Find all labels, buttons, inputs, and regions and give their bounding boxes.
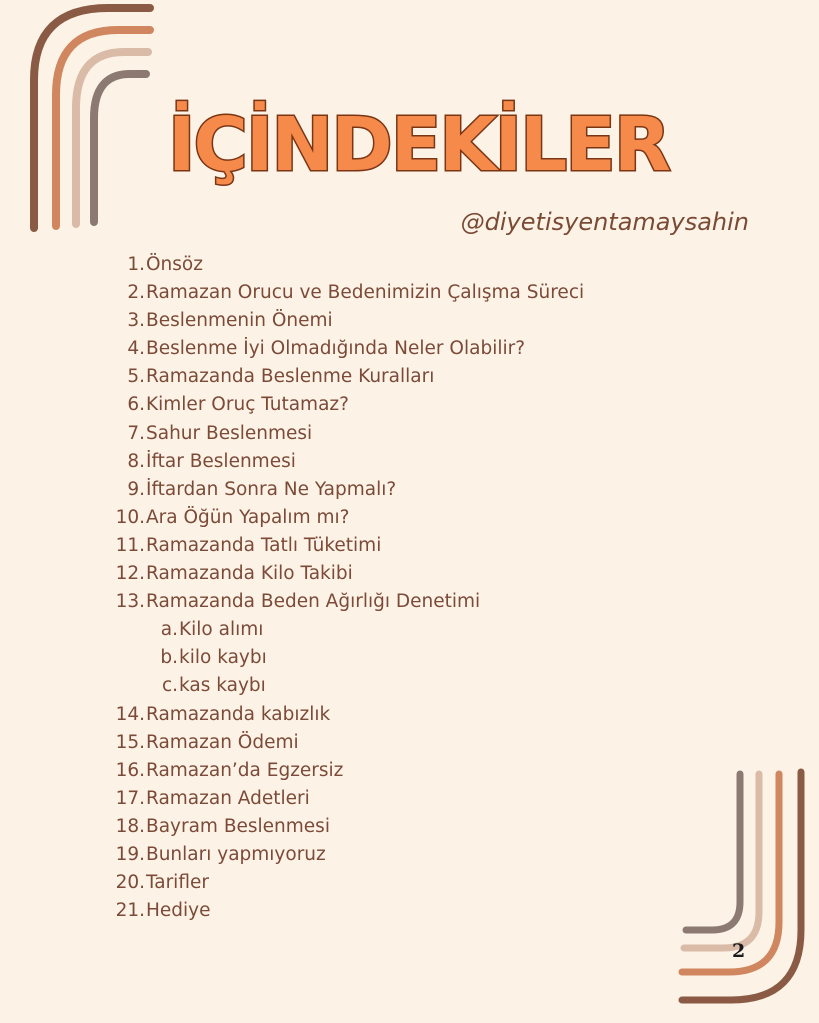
toc-number: 5. bbox=[127, 366, 145, 388]
toc-number: 17. bbox=[115, 787, 145, 809]
toc-number: 1. bbox=[127, 254, 145, 275]
toc-number: 20. bbox=[115, 872, 145, 894]
toc-item bbox=[0, 451, 700, 479]
toc-title: Bunları yapmıyoruz bbox=[146, 843, 326, 865]
page-number: 2 bbox=[732, 940, 746, 962]
toc-number: 18. bbox=[115, 815, 145, 837]
toc-number: 6. bbox=[127, 394, 145, 416]
toc-number: 12. bbox=[115, 563, 145, 585]
toc-item bbox=[0, 366, 700, 394]
toc-number: 2. bbox=[127, 282, 145, 304]
toc-number: 8. bbox=[127, 450, 145, 472]
page-title: İÇİNDEKİLER bbox=[168, 102, 669, 188]
toc-item bbox=[0, 535, 700, 563]
toc-item bbox=[0, 900, 700, 928]
toc-item bbox=[0, 844, 700, 872]
toc-number: 11. bbox=[115, 534, 145, 556]
toc-number: 19. bbox=[115, 843, 145, 865]
toc-number: 21. bbox=[115, 900, 145, 922]
toc-title: Ramazanda Kilo Takibi bbox=[146, 563, 353, 585]
toc-title: Önsöz bbox=[146, 254, 203, 275]
toc-item bbox=[0, 732, 700, 760]
toc-subitem bbox=[0, 647, 700, 675]
toc-title: Ramazan Adetleri bbox=[146, 787, 310, 809]
toc-title: Bayram Beslenmesi bbox=[146, 815, 330, 837]
toc-item bbox=[0, 282, 700, 310]
toc-item bbox=[0, 423, 700, 451]
toc-number: 3. bbox=[127, 310, 145, 332]
toc-sub-letter: b. bbox=[160, 647, 178, 669]
toc-subitem bbox=[0, 675, 700, 703]
author-handle: @diyetisyentamaysahin bbox=[460, 208, 749, 236]
toc-title: Tarifler bbox=[146, 872, 209, 894]
toc-title: Ramazanda Tatlı Tüketimi bbox=[146, 534, 382, 556]
decorative-arcs-top-left bbox=[0, 0, 170, 240]
toc-item bbox=[0, 872, 700, 900]
toc-number: 7. bbox=[127, 422, 145, 444]
toc-item bbox=[0, 563, 700, 591]
toc-sub-letter: a. bbox=[160, 619, 178, 641]
toc-title: Ramazanda Beden Ağırlığı Denetimi bbox=[146, 591, 481, 613]
toc-item bbox=[0, 760, 700, 788]
toc-title: Ramazan’da Egzersiz bbox=[146, 759, 344, 781]
toc-subtitle: kas kaybı bbox=[179, 675, 266, 697]
toc-title: Ramazanda kabızlık bbox=[146, 703, 331, 725]
toc-number: 14. bbox=[115, 703, 145, 725]
toc-sub-letter: c. bbox=[161, 675, 178, 697]
toc-item bbox=[0, 507, 700, 535]
toc-item bbox=[0, 479, 700, 507]
toc-number: 10. bbox=[115, 506, 145, 528]
toc-number: 13. bbox=[115, 591, 145, 613]
toc-item bbox=[0, 704, 700, 732]
toc-item bbox=[0, 788, 700, 816]
toc-title: Beslenme İyi Olmadığında Neler Olabilir? bbox=[146, 338, 526, 360]
toc-subtitle: kilo kaybı bbox=[179, 647, 267, 669]
toc-title: İftar Beslenmesi bbox=[146, 450, 296, 472]
toc-title: Hediye bbox=[146, 900, 211, 922]
toc-item bbox=[0, 394, 700, 422]
toc-number: 16. bbox=[115, 759, 145, 781]
toc-title: Ramazanda Beslenme Kuralları bbox=[146, 366, 435, 388]
toc-title: Ara Öğün Yapalım mı? bbox=[146, 506, 350, 528]
toc-subitem bbox=[0, 619, 700, 647]
toc-item bbox=[0, 310, 700, 338]
toc-subtitle: Kilo alımı bbox=[179, 619, 264, 641]
toc-item bbox=[0, 591, 700, 619]
toc-title: İftardan Sonra Ne Yapmalı? bbox=[146, 478, 397, 500]
toc-item bbox=[0, 254, 700, 282]
toc-number: 4. bbox=[127, 338, 145, 360]
toc-title: Sahur Beslenmesi bbox=[146, 422, 313, 444]
toc-title: Beslenmenin Önemi bbox=[146, 310, 333, 332]
toc-item bbox=[0, 816, 700, 844]
decorative-arcs-bottom-right bbox=[670, 760, 819, 1023]
toc-title: Ramazan Ödemi bbox=[146, 731, 299, 753]
toc-number: 15. bbox=[115, 731, 145, 753]
table-of-contents bbox=[0, 254, 700, 928]
toc-number: 9. bbox=[127, 478, 145, 500]
toc-title: Kimler Oruç Tutamaz? bbox=[146, 394, 349, 416]
toc-item bbox=[0, 338, 700, 366]
toc-title: Ramazan Orucu ve Bedenimizin Çalışma Süreci bbox=[146, 282, 585, 304]
